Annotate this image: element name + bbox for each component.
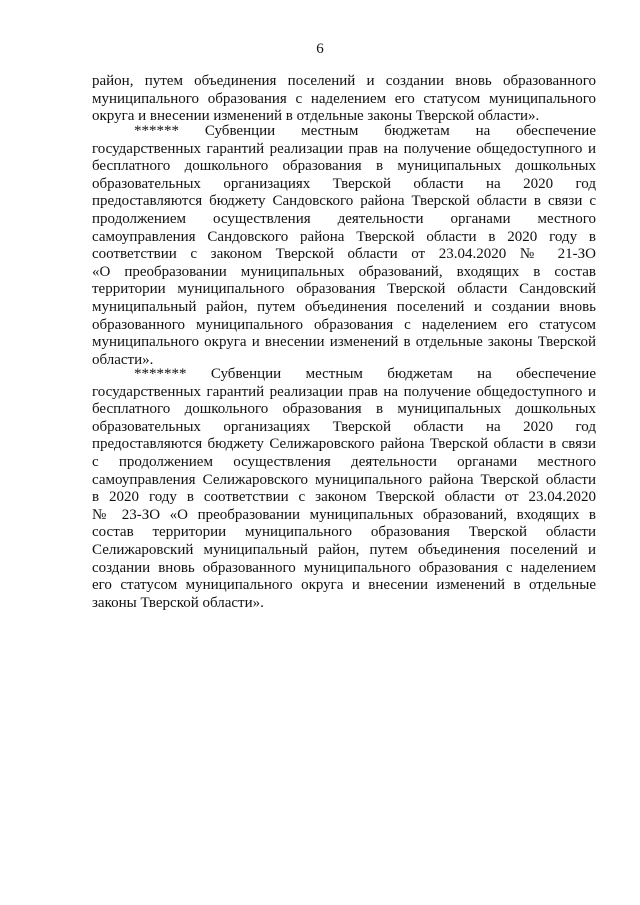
- text-line: его статусом муниципального округа и внесении изменений в отдельные: [92, 577, 596, 594]
- text-line: образовательных организациях Тверской области на 2020 год: [92, 175, 596, 192]
- text-line: округа и внесении изменений в отдельные законы Тверской области».: [92, 108, 540, 125]
- text-line: состав территории муниципального образования Тверской области: [92, 524, 596, 541]
- text-line: муниципального округа и внесении изменений в отдельные законы Тверской: [92, 334, 596, 351]
- text-line: образованного муниципального образования с наделением его статусом: [92, 316, 596, 333]
- text-line: бесплатного дошкольного образования в муниципальных дошкольных: [92, 401, 596, 418]
- text-line: соответствии с законом Тверской области от 23.04.2020 № 21-ЗО: [92, 246, 596, 263]
- text-line: предоставляются бюджету Сандовского района Тверской области в связи с: [92, 193, 596, 210]
- text-line: № 23-ЗО «О преобразовании муниципальных образований, входящих в: [92, 506, 596, 523]
- text-line: в 2020 году в соответствии с законом Тверской области от 23.04.2020: [92, 489, 596, 506]
- text-line: «О преобразовании муниципальных образований, входящих в состав: [92, 263, 596, 280]
- text-line: с продолжением осуществления деятельности органами местного: [92, 453, 596, 470]
- paragraph-continuation: [92, 73, 596, 126]
- text-line: образовательных организациях Тверской области на 2020 год: [92, 418, 596, 435]
- text-line: государственных гарантий реализации прав на получение общедоступного и: [92, 383, 596, 400]
- page-number: 6: [316, 41, 324, 57]
- text-line: самоуправления Сандовского района Тверской области в 2020 году в: [92, 228, 596, 245]
- text-line: Селижаровский муниципальный район, путем объединения поселений и: [92, 541, 596, 558]
- text-line: район, путем объединения поселений и создании вновь образованного: [92, 73, 596, 89]
- text-line: предоставляются бюджету Селижаровского района Тверской области в связи: [92, 436, 596, 453]
- paragraph-footnote-selizharovsky: [92, 366, 596, 612]
- text-line: самоуправления Селижаровского муниципального района Тверской области: [92, 471, 596, 488]
- paragraph-footnote-sandovsky: [92, 123, 596, 369]
- text-line: ****** Субвенции местным бюджетам на обеспечение: [134, 123, 596, 139]
- text-line: территории муниципального образования Тверской области Сандовский: [92, 281, 596, 298]
- text-line: муниципального образования с наделением его статусом муниципального: [92, 90, 596, 107]
- text-line: законы Тверской области».: [92, 594, 264, 611]
- text-line: создании вновь образованного муниципального образования с наделением: [92, 559, 596, 576]
- text-line: государственных гарантий реализации прав на получение общедоступного и: [92, 140, 596, 157]
- text-line: бесплатного дошкольного образования в муниципальных дошкольных: [92, 158, 596, 175]
- text-line: области».: [92, 351, 154, 368]
- text-line: ******* Субвенции местным бюджетам на обеспечение: [134, 366, 596, 382]
- text-line: продолжением осуществления деятельности органами местного: [92, 210, 596, 227]
- text-line: муниципальный район, путем объединения поселений и создании вновь: [92, 298, 596, 315]
